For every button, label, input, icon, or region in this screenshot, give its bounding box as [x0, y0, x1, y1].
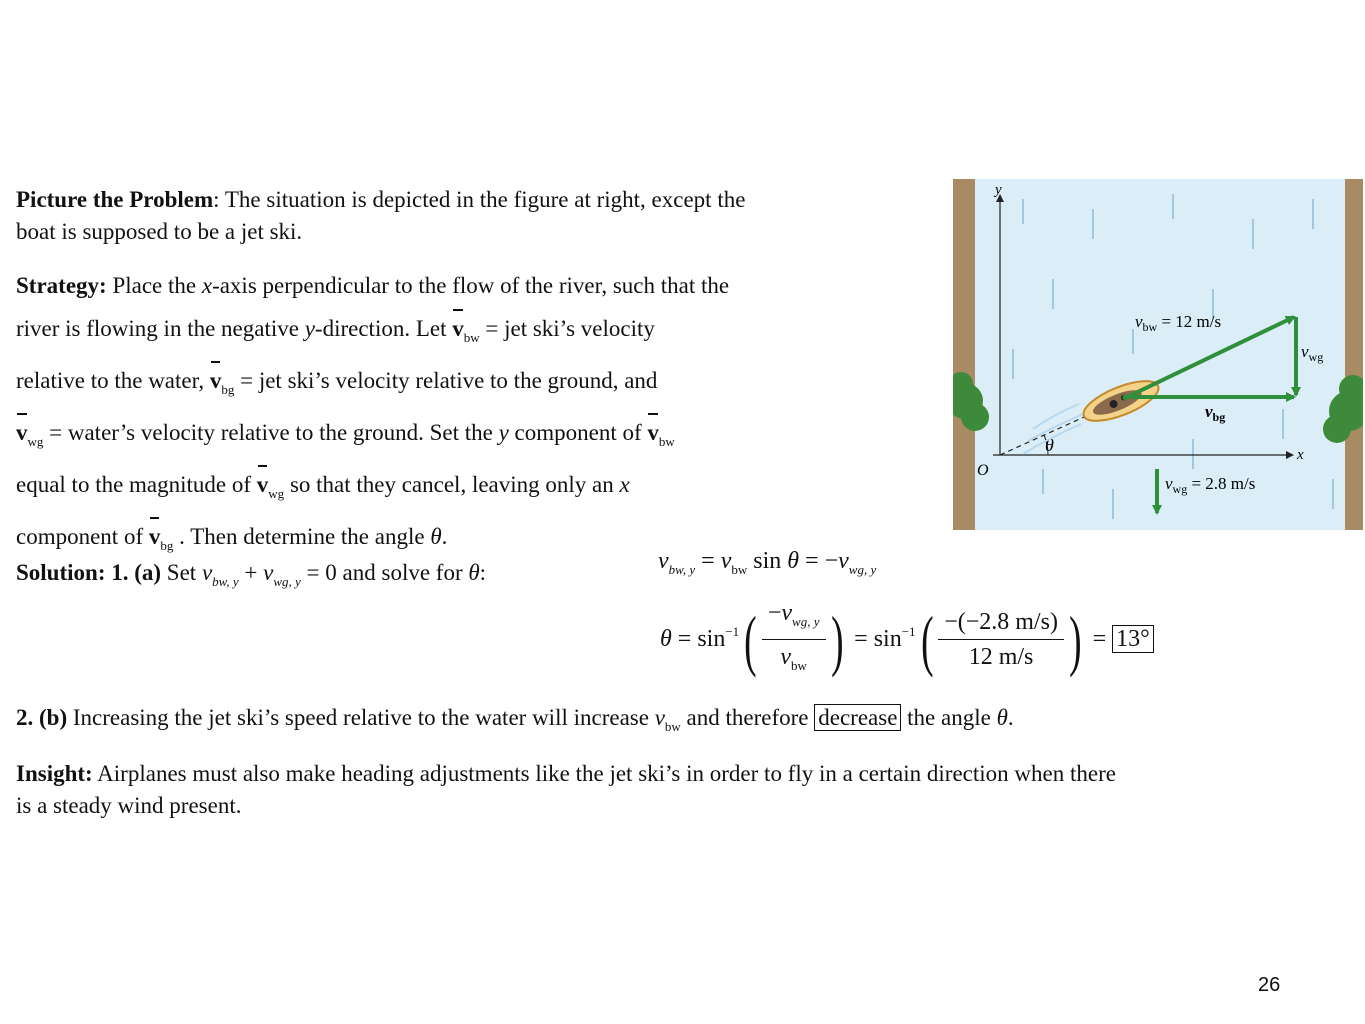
- v-wg-value-label: $v_{wg} = 2.8$ m/s: [1165, 474, 1256, 496]
- left-bank: [953, 179, 975, 530]
- subscript-wg: wg: [27, 434, 44, 449]
- strategy-text: relative to the water,: [16, 368, 210, 393]
- subscript: wg, y: [273, 574, 301, 589]
- subscript: bw, y: [668, 562, 696, 577]
- river-figure: [953, 179, 1363, 530]
- strategy-text: Place the: [106, 273, 202, 298]
- part2-text: the angle: [901, 705, 997, 730]
- part2-text: .: [1007, 705, 1014, 730]
- x-symbol: x: [201, 273, 213, 298]
- vector-v-bw: v: [647, 411, 659, 454]
- solution-text: Set: [161, 560, 202, 585]
- theta-symbol: θ: [996, 705, 1008, 730]
- subscript: bw: [731, 562, 748, 577]
- subscript: wg, y: [792, 614, 820, 629]
- theta-label: θ: [1045, 435, 1054, 455]
- close-paren: ): [1069, 601, 1082, 678]
- solution-text: :: [479, 560, 487, 585]
- strategy-text: so that they cancel, leaving only an: [284, 472, 620, 497]
- x-symbol: x: [619, 472, 630, 497]
- theta-symbol: θ: [430, 524, 442, 549]
- v-symbol: v: [781, 600, 793, 626]
- insight-line2: is a steady wind present.: [16, 793, 242, 818]
- picture-paragraph: [16, 184, 745, 248]
- part2-line: [16, 702, 1014, 743]
- equation-text: sin: [747, 548, 782, 574]
- strategy-text: = jet ski’s velocity relative to the ground, and: [234, 368, 658, 393]
- solution-text: = 0: [300, 560, 337, 585]
- y-symbol: y: [304, 316, 315, 341]
- insight-heading: Insight:: [16, 761, 93, 786]
- answer-box: 13°: [1112, 625, 1154, 653]
- subscript: bw, y: [212, 574, 239, 589]
- vector-v-wg: v: [257, 463, 269, 506]
- fraction-1: [762, 596, 826, 683]
- strategy-paragraph: [16, 264, 729, 567]
- minus-sign: −: [767, 600, 782, 626]
- solution-text: +: [238, 560, 264, 585]
- subscript-bg: bg: [221, 382, 235, 397]
- v-bw-label: $v_{bw} = 12$ m/s: [1135, 312, 1222, 334]
- strategy-text: = jet ski’s velocity: [479, 316, 655, 341]
- solution-text: and solve for: [336, 560, 469, 585]
- strategy-text: . Then determine the angle: [173, 524, 431, 549]
- equation-text: =: [1086, 626, 1113, 652]
- part2-text: Increasing the jet ski’s speed relative to the water will increase: [67, 705, 655, 730]
- v-symbol: v: [263, 560, 274, 585]
- vector-v-bg: v: [210, 359, 222, 402]
- y-symbol: y: [498, 420, 509, 445]
- subscript: bw: [791, 658, 807, 673]
- vector-v-wg: v: [16, 411, 28, 454]
- vector-v-bw: v: [452, 307, 464, 350]
- solution-line: [16, 557, 486, 598]
- vector-v-bg: v: [149, 515, 161, 558]
- part2-text: and therefore: [680, 705, 815, 730]
- strategy-heading: Strategy:: [16, 273, 107, 298]
- insight-line1: Airplanes must also make heading adjustments like the jet ski’s in order to fly in a certain direction when there: [92, 761, 1116, 786]
- superscript: −1: [725, 624, 740, 640]
- strategy-text: -axis perpendicular to the flow of the river, such that the: [212, 273, 730, 298]
- fraction-2: [938, 605, 1064, 674]
- equation-text: = −: [799, 548, 839, 574]
- strategy-text: -direction. Let: [314, 316, 453, 341]
- subscript: bw: [664, 719, 681, 734]
- open-paren: (: [744, 601, 757, 678]
- strategy-text: river is flowing in the negative: [16, 316, 305, 341]
- equation-text: = sin: [848, 626, 902, 652]
- subscript-bw: bw: [463, 330, 480, 345]
- x-axis-label: x: [1297, 447, 1304, 463]
- theta-symbol: θ: [468, 560, 480, 585]
- v-symbol: v: [201, 560, 213, 585]
- strategy-text: component of: [508, 420, 648, 445]
- equation-text: = sin: [671, 626, 726, 652]
- strategy-text: equal to the magnitude of: [16, 472, 257, 497]
- picture-line2: boat is supposed to be a jet ski.: [16, 219, 303, 244]
- subscript-bg: bg: [160, 538, 174, 553]
- insight-paragraph: [16, 758, 1116, 822]
- v-symbol: v: [720, 548, 732, 574]
- superscript: −1: [901, 624, 916, 640]
- equation-text: =: [695, 548, 721, 574]
- v-symbol: v: [838, 548, 849, 574]
- strategy-text: component of: [16, 524, 149, 549]
- slide-number: 26: [1258, 974, 1281, 996]
- solution-heading: Solution: 1. (a): [16, 560, 162, 585]
- strategy-text: = water’s velocity relative to the ground. Set the: [43, 420, 499, 445]
- y-axis-label: y: [995, 182, 1002, 198]
- right-bank: [1345, 179, 1363, 530]
- close-paren: ): [830, 601, 844, 678]
- v-wg-side-label: $v_{wg}$: [1301, 342, 1324, 364]
- numerator: −(−2.8 m/s): [938, 605, 1064, 640]
- denominator: 12 m/s: [968, 644, 1034, 670]
- strategy-text: .: [441, 524, 448, 549]
- subscript: wg, y: [848, 562, 877, 577]
- theta-symbol: θ: [787, 548, 800, 574]
- v-symbol: v: [654, 705, 665, 730]
- v-bg-label: $v_{bg}$: [1205, 402, 1226, 424]
- decrease-box: decrease: [814, 704, 901, 731]
- subscript-bw: bw: [658, 434, 675, 449]
- v-symbol: v: [658, 548, 669, 574]
- picture-line1: : The situation is depicted in the figure at right, except the: [213, 187, 746, 212]
- picture-heading: Picture the Problem: [16, 187, 214, 212]
- subscript-wg: wg: [268, 486, 285, 501]
- equation-2: [660, 596, 1154, 676]
- equation-1: [658, 548, 876, 578]
- v-symbol: v: [780, 644, 792, 670]
- part2-heading: 2. (b): [16, 705, 68, 730]
- open-paren: (: [920, 601, 934, 678]
- origin-label: O: [977, 462, 989, 479]
- theta-symbol: θ: [660, 626, 672, 652]
